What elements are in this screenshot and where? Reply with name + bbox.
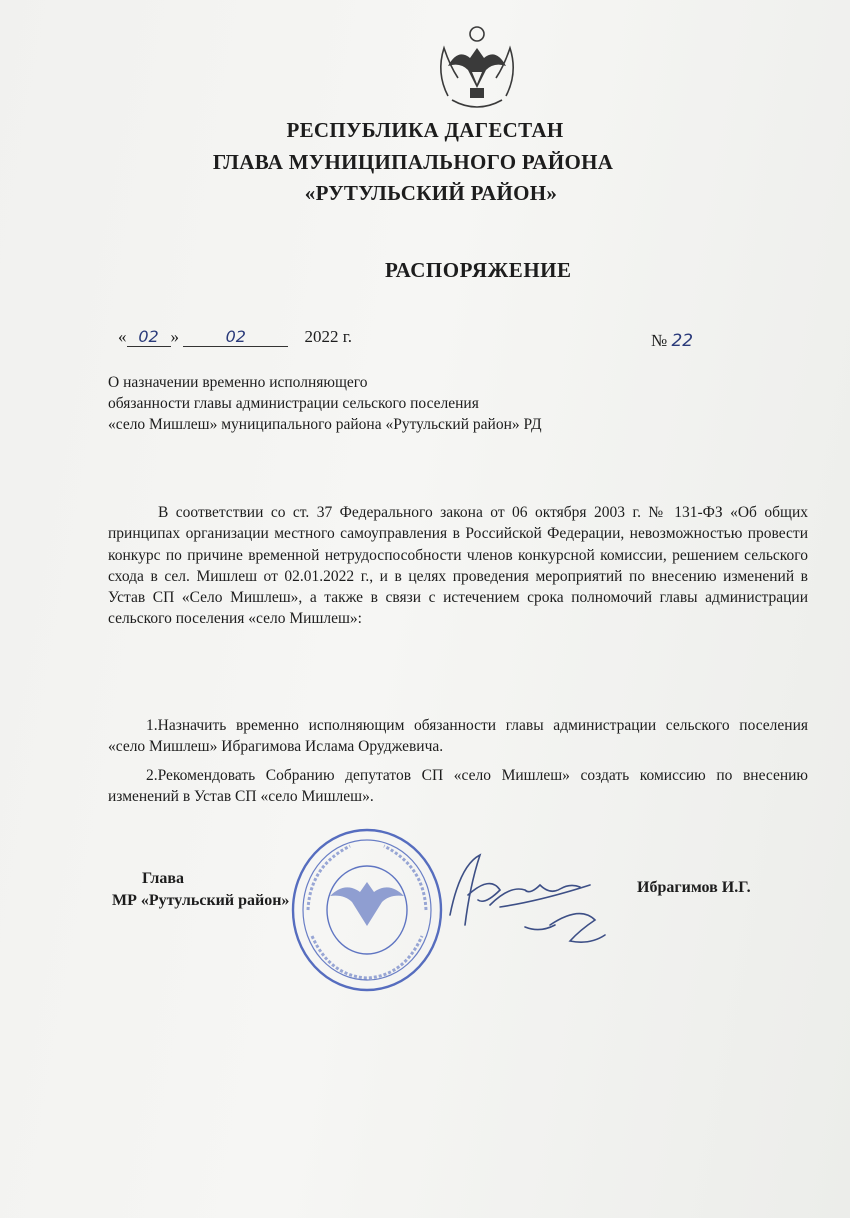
document-date xyxy=(118,327,352,347)
order-item-1: 1.Назначить временно исполняющим обязанности главы администрации сельского поселения «село Мишлеш» Ибрагимова Ислама Оруджевича. xyxy=(108,717,808,756)
subject-line: обязанности главы администрации сельского поселения xyxy=(108,395,479,412)
number-value: 22 xyxy=(671,331,694,351)
body-paragraph: В соответствии со ст. 37 Федерального закона от 06 октября 2003 г. № 131-ФЗ «Об общих принципах организации местного самоуправления в Российской Федерации, невозможностью провести конкурс по причине временной нетрудоспособности членов конкурсной комиссии, решением сельского схода в сел. Мишлеш от 02.01.2022 г., и в целях проведения мероприятий по внесению изменений в Устав СП «Село Мишлеш», а также в связи с истечением срока полномочий главы администрации сельского поселения «село Мишлеш»: xyxy=(108,504,808,628)
header-republic: РЕСПУБЛИКА ДАГЕСТАН xyxy=(286,118,564,142)
document-title: РАСПОРЯЖЕНИЕ xyxy=(385,258,572,282)
number-label: № xyxy=(651,331,668,350)
date-open-quote: « xyxy=(118,327,127,346)
date-year: 2022 г. xyxy=(304,327,353,346)
header-district: «РУТУЛЬСКИЙ РАЙОН» xyxy=(304,181,558,205)
signatory-name: Ибрагимов И.Г. xyxy=(637,879,751,896)
order-item-2: 2.Рекомендовать Собранию депутатов СП «село Мишлеш» создать комиссию по внесению изменений в Устав СП «село Мишлеш». xyxy=(108,767,808,806)
subject-line: О назначении временно исполняющего xyxy=(108,374,368,391)
signatory-position xyxy=(112,868,289,912)
date-day: 02 xyxy=(127,327,171,347)
date-month: 02 xyxy=(183,327,288,347)
subject-line: «село Мишлеш» муниципального района «Рутульский район» РД xyxy=(108,416,542,433)
document-number xyxy=(651,331,693,351)
signatory-organization: МР «Рутульский район» xyxy=(112,892,290,909)
signatory-title: Глава xyxy=(142,870,184,887)
header-office: ГЛАВА МУНИЦИПАЛЬНОГО РАЙОНА xyxy=(212,150,614,174)
handwritten-signature xyxy=(430,845,620,955)
dagestan-coat-of-arms-icon xyxy=(428,18,526,118)
official-seal-stamp xyxy=(290,826,445,994)
date-close-quote: » xyxy=(170,327,179,346)
document-subject xyxy=(108,372,542,435)
